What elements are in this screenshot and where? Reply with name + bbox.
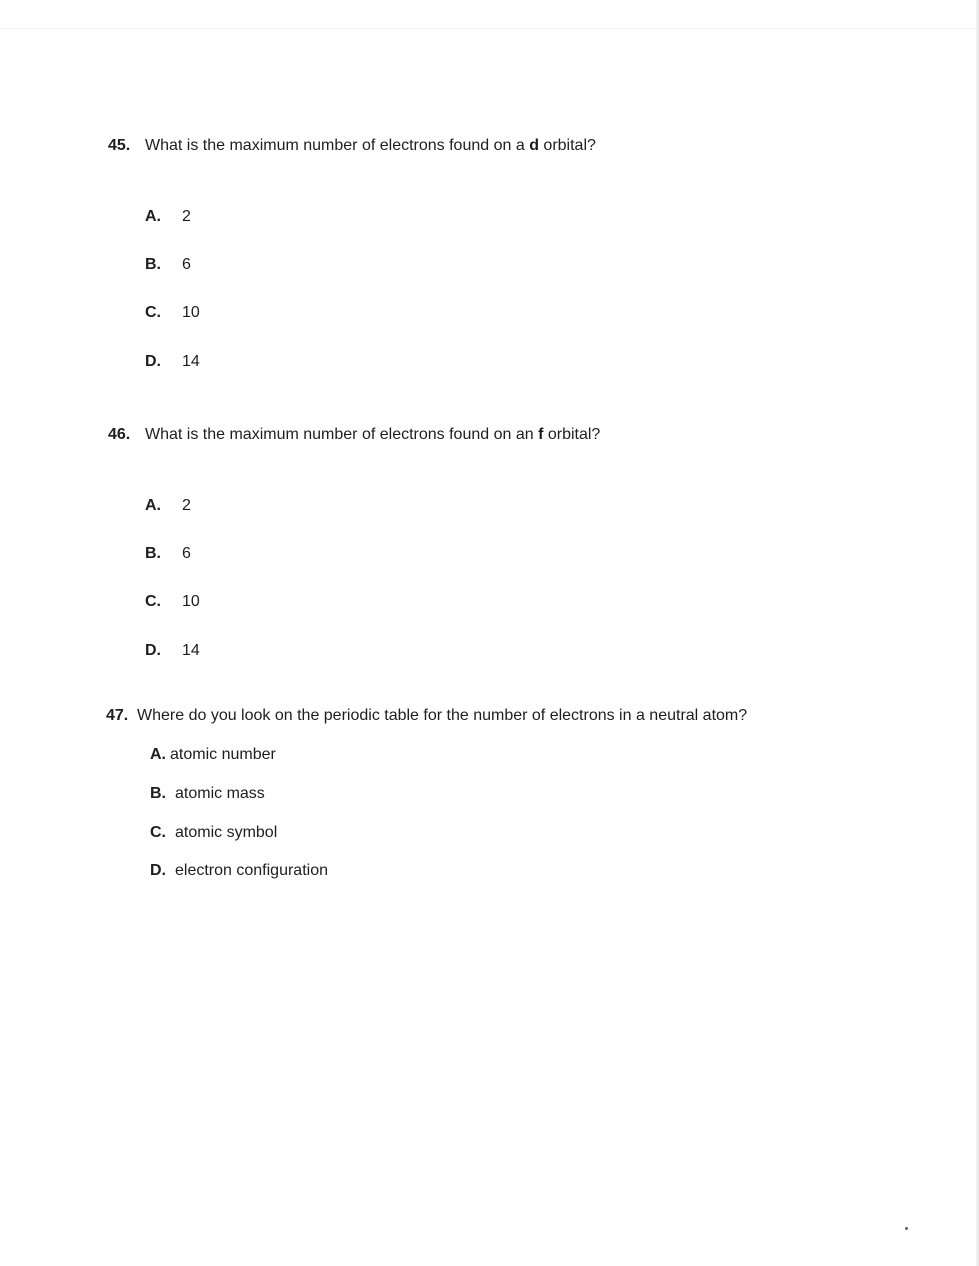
choice-47-a[interactable] xyxy=(150,745,276,765)
choice-letter: C. xyxy=(145,593,161,610)
choice-text: atomic number xyxy=(170,746,276,763)
choice-letter: D. xyxy=(145,642,161,659)
scan-artifact-line xyxy=(0,28,979,29)
choice-text: 14 xyxy=(182,642,200,659)
choice-46-b[interactable] xyxy=(145,544,191,564)
choice-letter: C. xyxy=(150,824,166,841)
choice-text: 14 xyxy=(182,353,200,370)
question-text-part: What is the maximum number of electrons found on an xyxy=(145,426,539,443)
question-45-stem xyxy=(108,136,596,156)
scan-speck xyxy=(905,1227,908,1230)
choice-letter: A. xyxy=(145,497,161,514)
question-text-part: What is the maximum number of electrons found on a xyxy=(145,137,530,154)
choice-letter: D. xyxy=(150,862,166,879)
question-text: Where do you look on the periodic table for the number of electrons in a neutral atom? xyxy=(137,707,748,724)
question-bold-term: f xyxy=(538,426,544,443)
choice-text: 6 xyxy=(182,256,191,273)
question-number: 46. xyxy=(108,426,131,443)
choice-letter: D. xyxy=(145,353,161,370)
choice-text: electron configuration xyxy=(175,862,328,879)
question-47-stem xyxy=(106,706,747,726)
choice-47-c[interactable] xyxy=(150,823,277,843)
question-text xyxy=(145,136,596,156)
choice-text: 2 xyxy=(182,497,191,514)
choice-text: 2 xyxy=(182,208,191,225)
question-bold-term: d xyxy=(529,137,539,154)
choice-letter: B. xyxy=(145,256,161,273)
question-text-part: orbital? xyxy=(543,426,601,443)
choice-47-d[interactable] xyxy=(150,861,328,881)
question-number: 47. xyxy=(106,707,129,724)
choice-letter: A. xyxy=(150,746,166,763)
question-text-part: orbital? xyxy=(538,137,596,154)
choice-45-a[interactable] xyxy=(145,207,191,227)
choice-46-c[interactable] xyxy=(145,592,200,612)
choice-text: 10 xyxy=(182,304,200,321)
question-number: 45. xyxy=(108,137,131,154)
choice-45-c[interactable] xyxy=(145,303,200,323)
choice-45-d[interactable] xyxy=(145,352,200,372)
choice-letter: C. xyxy=(145,304,161,321)
question-text xyxy=(145,425,600,445)
choice-letter: B. xyxy=(145,545,161,562)
choice-text: atomic symbol xyxy=(175,824,278,841)
choice-letter: A. xyxy=(145,208,161,225)
choice-46-a[interactable] xyxy=(145,496,191,516)
choice-text: atomic mass xyxy=(175,785,265,802)
choice-46-d[interactable] xyxy=(145,641,200,661)
choice-text: 6 xyxy=(182,545,191,562)
choice-text: 10 xyxy=(182,593,200,610)
choice-45-b[interactable] xyxy=(145,255,191,275)
question-46-stem xyxy=(108,425,600,445)
choice-letter: B. xyxy=(150,785,166,802)
choice-47-b[interactable] xyxy=(150,784,265,804)
